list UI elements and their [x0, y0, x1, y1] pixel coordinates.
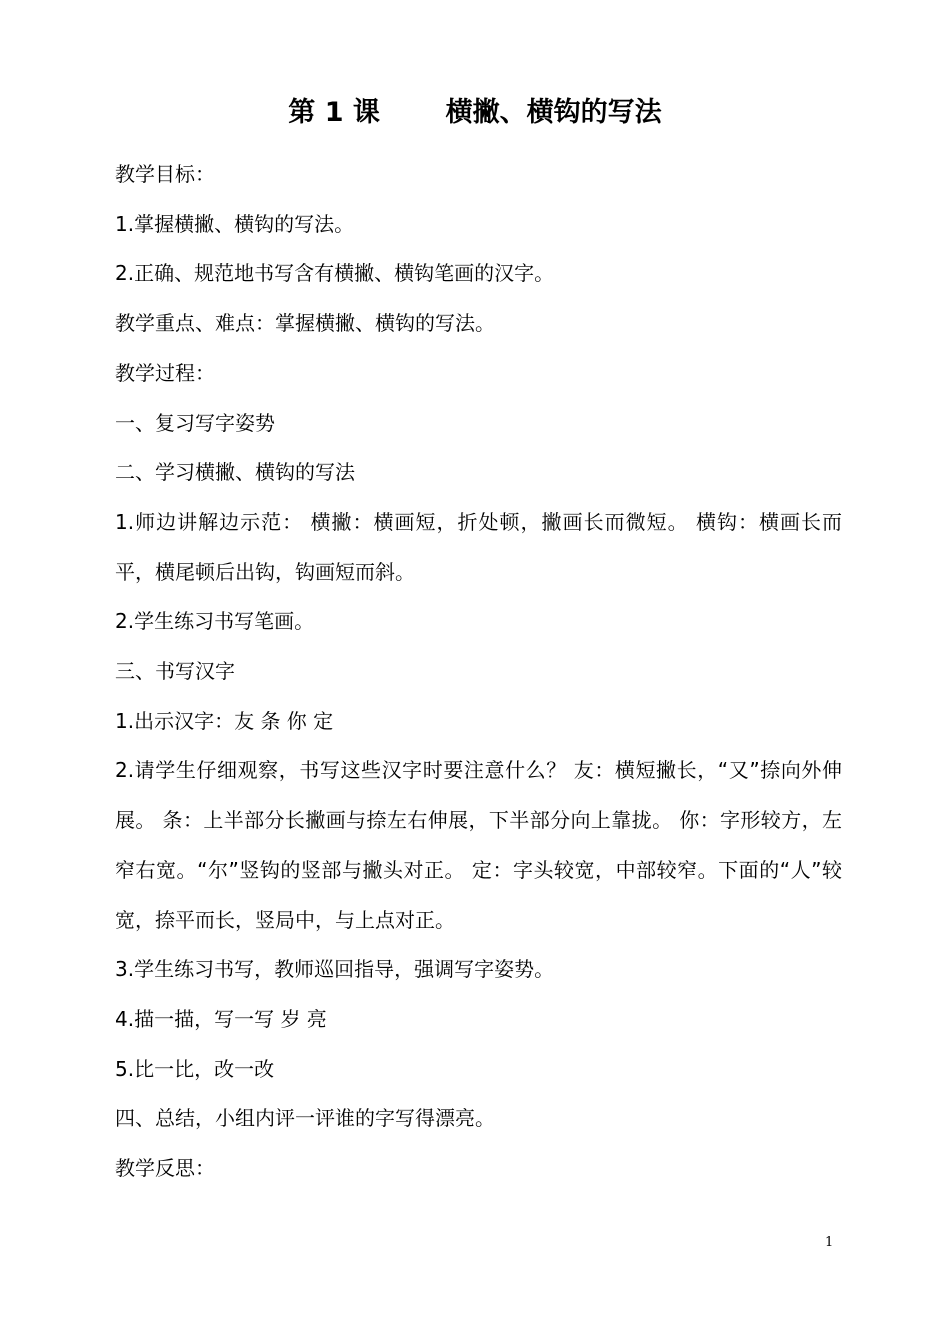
process-step-3-item-3: 3.学生练习书写，教师巡回指导，强调写字姿势。: [115, 957, 555, 982]
section-heading-process: 教学过程：: [115, 360, 215, 385]
process-step-2-item-2: 2.学生练习书写笔画。: [115, 609, 315, 634]
key-points: 教学重点、难点：掌握横撇、横钩的写法。: [115, 311, 495, 336]
process-step-4: 四、总结，小组内评一评谁的字写得漂亮。: [115, 1106, 495, 1131]
process-step-2: 二、学习横撇、横钩的写法: [115, 460, 355, 485]
process-step-1: 一、复习写字姿势: [115, 410, 275, 435]
process-step-3-item-4: 4.描一描，写一写 岁 亮: [115, 1006, 327, 1031]
process-step-3-item-1: 1.出示汉字：友 条 你 定: [115, 708, 334, 733]
process-step-3: 三、书写汉字: [115, 659, 235, 684]
page-number: 1: [825, 1235, 834, 1250]
objective-item-1: 1.掌握横撇、横钩的写法。: [115, 211, 355, 236]
process-step-3-item-5: 5.比一比，改一改: [115, 1056, 275, 1081]
objective-item-2: 2.正确、规范地书写含有横撇、横钩笔画的汉字。: [115, 261, 555, 286]
section-heading-reflection: 教学反思：: [115, 1156, 215, 1181]
lesson-title: 第 1 课 横撇、横钩的写法: [288, 97, 662, 128]
section-heading-objectives: 教学目标：: [115, 162, 215, 186]
process-step-2-item-1: 1.师边讲解边示范： 横撇：横画短，折处顿，撇画长而微短。 横钩：横画长而平，横尾顿后出钩，钩画短而斜。: [115, 509, 842, 584]
lesson-body: [115, 150, 842, 1194]
process-step-3-item-2: 2.请学生仔细观察，书写这些汉字时要注意什么？ 友：横短撇长，“又”捺向外伸展。 条：上半部分长撇画与捺左右伸展，下半部分向上靠拢。 你：字形较方，左窄右宽。“尔”竖钩的竖部与撇头对正。 定：字头较宽，中部较窄。下面的“人”较宽，捺平而长，竖局中，与上点对正。: [115, 758, 842, 932]
